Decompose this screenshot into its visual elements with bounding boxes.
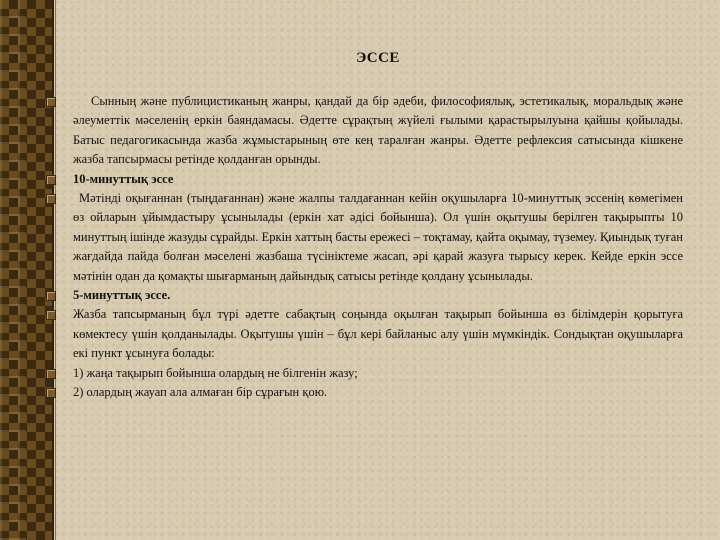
paragraph-10-minute-essay bbox=[73, 189, 683, 286]
slide-title: ЭССЕ bbox=[356, 50, 400, 66]
border-divider-highlight bbox=[55, 0, 56, 540]
bullet-icon bbox=[46, 369, 56, 379]
bullet-icon bbox=[46, 97, 56, 107]
list-item-text: 1) жаңа тақырып бойынша олардың не білгенін жазу; bbox=[73, 365, 358, 380]
decorative-border bbox=[0, 0, 52, 540]
bullet-icon bbox=[46, 175, 56, 185]
border-divider bbox=[52, 0, 54, 540]
paragraph-definition bbox=[73, 92, 683, 170]
heading-10-minute-essay bbox=[73, 170, 683, 189]
slide-content bbox=[73, 50, 683, 403]
heading-5-minute-essay bbox=[73, 286, 683, 305]
bullet-icon bbox=[46, 388, 56, 398]
bullet-icon bbox=[46, 194, 56, 204]
list-item-2 bbox=[73, 383, 683, 402]
bullet-icon bbox=[46, 291, 56, 301]
list-item-1 bbox=[73, 364, 683, 383]
bullet-icon bbox=[46, 310, 56, 320]
paragraph-text: Жазба тапсырманың бұл түрі әдетте сабақтың соңында оқылған тақырып бойынша өз білімдерін қорытуға көмектесу үшін қолданылады. Оқытушы үшін – бұл кері байланыс алу үшін мүмкіндік. Сондықтан оқушыларға екі пункт ұсынуға болады: bbox=[73, 307, 683, 361]
paragraph-text: Мәтінді оқығаннан (тыңдағаннан) және жалпы талдағаннан кейін оқушыларға 10-минуттық эссенің көмегімен өз ойларын ұйымдастыру ұсынылады (еркін хат әдісі бойынша). Ол үшін оқытушы берілген тақырыпты 10 минуттың ішінде жазуды сұрайды. Еркін хаттың басты ережесі – тоқтамау, қайта оқымау, түземеу. Қиындық туған жағдайда пайда болған мәселені жазбаша түсініктеме жасап, әрі қарай жазуға тырысу керек. Кейде еркін эссе мәтінін одан да қомақты шығарманың дайындық сатысы ретінде қолдану ұсынылады. bbox=[73, 191, 683, 283]
heading-text: 10-минуттық эссе bbox=[73, 171, 174, 186]
paragraph-5-minute-essay bbox=[73, 305, 683, 363]
list-item-text: 2) олардың жауап ала алмаған бір сұрағын қою. bbox=[73, 385, 328, 400]
paragraph-text: Сынның және публицистиканың жанры, қандай да бір әдеби, философиялық, эстетикалық, моральдық және әлеуметтік мәселенің еркін баяндамасы. Әдетте сұрақтың жүйелі ғылыми қарастырылуына қайшы қойылады. Батыс педагогикасында жазба жұмыстарының өте кең таралған жанры. Әдетте рефлексия сатысында кішкене жазба тапсырмасы ретінде қолданған орынды. bbox=[73, 94, 683, 167]
heading-text: 5-минуттық эссе. bbox=[73, 288, 171, 303]
